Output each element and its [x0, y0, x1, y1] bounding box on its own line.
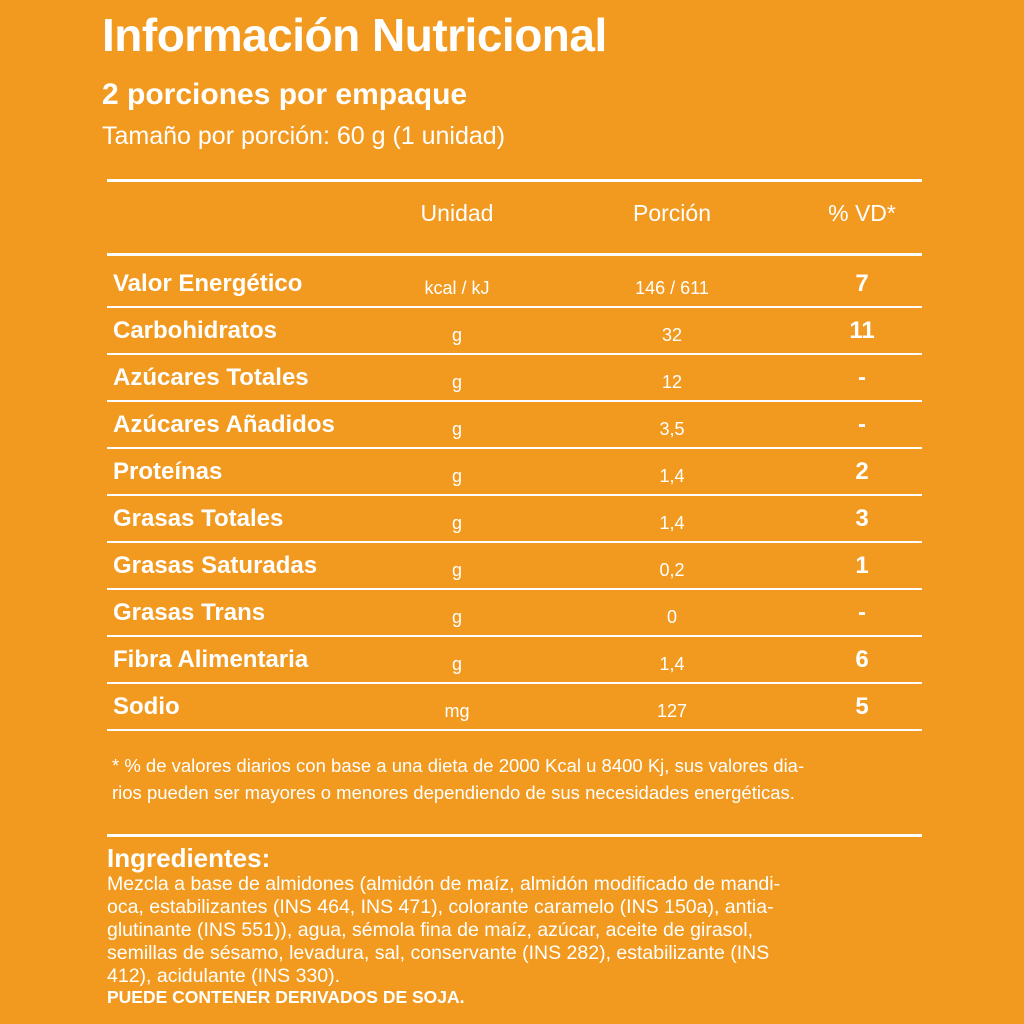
nutrient-vd: 2 — [855, 458, 869, 485]
footnote-line: rios pueden ser mayores o menores dependiendo de sus necesidades energéticas. — [112, 782, 795, 803]
nutrient-name: Fibra Alimentaria — [113, 646, 309, 673]
ingredients-line: Mezcla a base de almidones (almidón de maíz, almidón modificado de mandi- — [107, 873, 781, 895]
nutrient-unit: g — [451, 419, 463, 439]
nutrient-portion: 127 — [656, 701, 688, 721]
nutrient-unit: mg — [444, 701, 470, 721]
nutrient-vd: 1 — [855, 552, 869, 579]
nutrient-portion: 12 — [661, 372, 683, 392]
nutrient-unit: g — [451, 654, 463, 674]
nutrient-name: Carbohidratos — [113, 317, 278, 344]
row-divider — [107, 682, 922, 684]
table-row — [107, 450, 922, 494]
nutrient-name: Azúcares Añadidos — [113, 411, 335, 438]
ingredients-line: 412), acidulante (INS 330). — [107, 965, 341, 987]
nutrient-portion: 3,5 — [659, 419, 685, 439]
nutrient-unit: kcal / kJ — [424, 278, 490, 298]
nutrient-portion: 0,2 — [659, 560, 685, 580]
header-vd: % VD* — [828, 200, 896, 226]
row-divider — [107, 353, 922, 355]
table-top-rule — [107, 179, 922, 182]
nutrient-name: Sodio — [113, 693, 180, 720]
nutrient-unit: g — [451, 372, 463, 392]
header-portion: Porción — [633, 200, 711, 226]
page-title: Información Nutricional — [102, 9, 607, 61]
row-divider — [107, 306, 922, 308]
nutrient-vd: 6 — [855, 646, 869, 673]
nutrient-name: Valor Energético — [113, 270, 303, 297]
table-header — [107, 200, 922, 236]
nutrient-unit: g — [451, 560, 463, 580]
row-divider — [107, 494, 922, 496]
ingredients-rule — [107, 834, 922, 837]
ingredients-line: oca, estabilizantes (INS 464, INS 471), colorante caramelo (INS 150a), antia- — [107, 896, 774, 918]
table-row — [107, 403, 922, 447]
nutrient-portion: 0 — [666, 607, 678, 627]
serving-size: Tamaño por porción: 60 g (1 unidad) — [102, 122, 506, 150]
row-divider — [107, 541, 922, 543]
nutrient-name: Grasas Totales — [113, 505, 284, 532]
ingredients-title: Ingredientes: — [107, 843, 271, 873]
row-divider — [107, 635, 922, 637]
nutrient-vd: 5 — [855, 693, 869, 720]
table-row — [107, 262, 922, 306]
nutrient-name: Grasas Trans — [113, 599, 266, 626]
table-row — [107, 497, 922, 541]
nutrient-vd: - — [858, 364, 866, 391]
servings-per-package: 2 porciones por empaque — [102, 78, 468, 111]
nutrient-vd: - — [858, 411, 866, 438]
table-row — [107, 591, 922, 635]
header-rule — [107, 253, 922, 256]
nutrient-vd: 3 — [855, 505, 869, 532]
ingredients-line: glutinante (INS 551)), agua, sémola fina de maíz, azúcar, aceite de girasol, — [107, 919, 754, 941]
nutrient-name: Grasas Saturadas — [113, 552, 318, 579]
table-row — [107, 544, 922, 588]
footnote — [112, 752, 902, 806]
nutrient-vd: 11 — [849, 317, 875, 344]
nutrient-portion: 1,4 — [659, 513, 685, 533]
nutrient-vd: 7 — [855, 270, 869, 297]
table-row — [107, 638, 922, 682]
nutrient-unit: g — [451, 607, 463, 627]
nutrient-portion: 32 — [661, 325, 683, 345]
nutrient-vd: - — [858, 599, 866, 626]
table-row — [107, 685, 922, 729]
nutrient-unit: g — [451, 325, 463, 345]
allergen-warning: PUEDE CONTENER DERIVADOS DE SOJA. — [107, 987, 465, 1007]
nutrient-name: Azúcares Totales — [113, 364, 309, 391]
ingredients-list — [107, 873, 907, 988]
row-divider — [107, 729, 922, 731]
ingredients-line: semillas de sésamo, levadura, sal, conservante (INS 282), estabilizante (INS — [107, 942, 770, 964]
nutrient-portion: 146 / 611 — [635, 278, 709, 298]
row-divider — [107, 400, 922, 402]
row-divider — [107, 447, 922, 449]
nutrient-unit: g — [451, 513, 463, 533]
nutrient-portion: 1,4 — [659, 654, 685, 674]
table-row — [107, 309, 922, 353]
nutrient-portion: 1,4 — [659, 466, 685, 486]
nutrient-name: Proteínas — [113, 458, 223, 485]
row-divider — [107, 588, 922, 590]
table-row — [107, 356, 922, 400]
header-unit: Unidad — [420, 200, 494, 226]
nutrient-unit: g — [451, 466, 463, 486]
footnote-line: * % de valores diarios con base a una dieta de 2000 Kcal u 8400 Kj, sus valores dia- — [112, 755, 805, 776]
